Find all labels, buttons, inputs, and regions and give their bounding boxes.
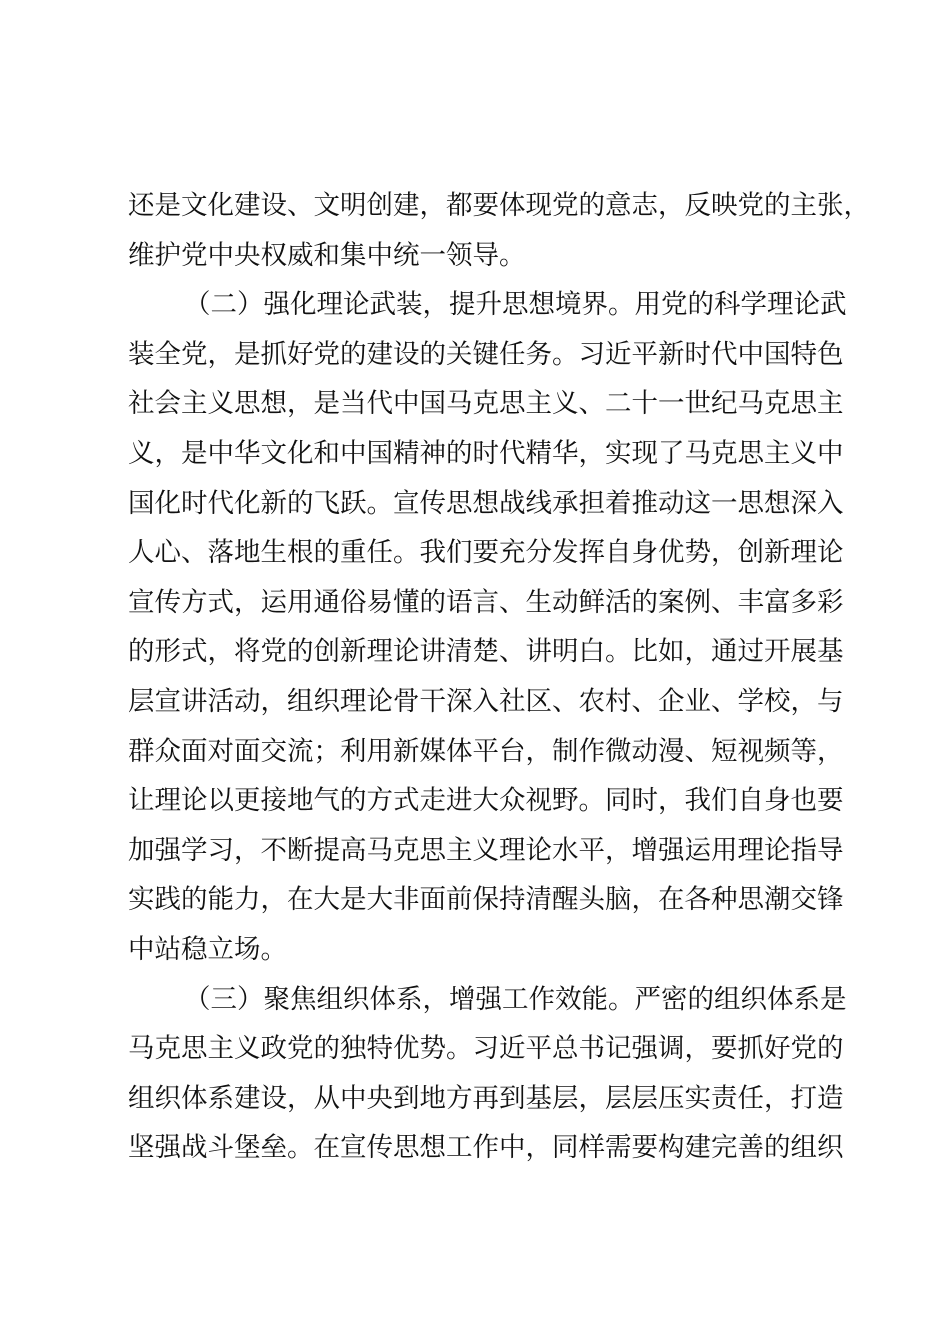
text-line: 中站稳立场。 <box>128 933 287 965</box>
text-line: 的形式，将党的创新理论讲清楚、讲明白。比如，通过开展基 <box>128 636 844 668</box>
paragraph-2 <box>128 280 847 974</box>
text-line: 层宣讲活动，组织理论骨干深入社区、农村、企业、学校，与 <box>128 685 844 717</box>
text-line: 加强学习，不断提高马克思主义理论水平，增强运用理论指导 <box>128 834 844 866</box>
text-line: 组织体系建设，从中央到地方再到基层，层层压实责任，打造 <box>128 1082 844 1114</box>
text-line: （三）聚焦组织体系，增强工作效能。严密的组织体系是 <box>184 983 847 1015</box>
text-line: （二）强化理论武装，提升思想境界。用党的科学理论武 <box>184 289 847 321</box>
text-line: 群众面对面交流；利用新媒体平台，制作微动漫、短视频等， <box>128 735 844 767</box>
text-line: 装全党，是抓好党的建设的关键任务。习近平新时代中国特色 <box>128 338 844 370</box>
document-body <box>128 181 870 1173</box>
text-line: 还是文化建设、文明创建，都要体现党的意志，反映党的主张， <box>128 190 870 221</box>
text-line: 实践的能力，在大是大非面前保持清醒头脑，在各种思潮交锋 <box>128 884 844 916</box>
text-line: 让理论以更接地气的方式走进大众视野。同时，我们自身也要 <box>128 785 844 817</box>
text-line: 义，是中华文化和中国精神的时代精华，实现了马克思主义中 <box>128 437 844 469</box>
paragraph-1 <box>128 181 870 280</box>
text-line: 国化时代化新的飞跃。宣传思想战线承担着推动这一思想深入 <box>128 487 844 519</box>
text-line: 维护党中央权威和集中统一领导。 <box>128 239 526 271</box>
text-line: 马克思主义政党的独特优势。习近平总书记强调，要抓好党的 <box>128 1033 844 1065</box>
paragraph-3 <box>128 975 847 1173</box>
text-line: 人心、落地生根的重任。我们要充分发挥自身优势，创新理论 <box>128 537 844 569</box>
text-line: 宣传方式，运用通俗易懂的语言、生动鲜活的案例、丰富多彩 <box>128 586 844 618</box>
text-line: 坚强战斗堡垒。在宣传思想工作中，同样需要构建完善的组织 <box>128 1132 844 1164</box>
text-line: 社会主义思想，是当代中国马克思主义、二十一世纪马克思主 <box>128 388 844 420</box>
